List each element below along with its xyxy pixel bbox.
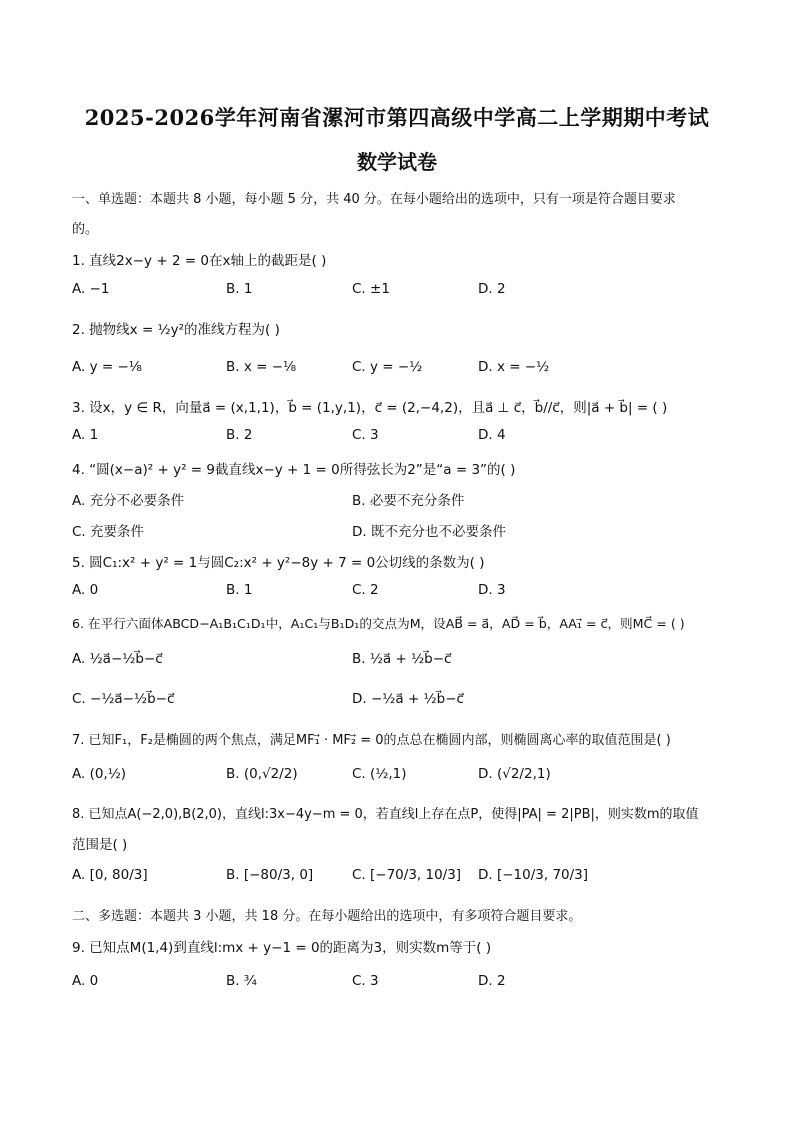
q8-option-b: B. [−80/3, 0] xyxy=(226,867,314,883)
q7-option-b: B. (0,√2/2) xyxy=(226,766,298,782)
q8-option-a: A. [0, 80/3] xyxy=(72,867,148,883)
q7-option-d: D. (√2/2,1) xyxy=(478,766,551,782)
q8-option-d: D. [−10/3, 70/3] xyxy=(478,867,589,883)
q6-stem: 6. 在平行六面体ABCD−A₁B₁C₁D₁中，A₁C₁与B₁D₁的交点为M，设AB⃗ = a⃗，AD⃗ = b⃗，AA₁⃗ = c⃗，则MC⃗ = ( ) xyxy=(72,616,685,631)
q5-option-a: A. 0 xyxy=(72,582,99,598)
q1-option-a: A. −1 xyxy=(72,281,110,297)
q1-option-d: D. 2 xyxy=(478,281,506,297)
q6-option-a: A. ½a⃗−½b⃗−c⃗ xyxy=(72,651,163,667)
q7-stem: 7. 已知F₁，F₂是椭圆的两个焦点，满足MF₁⃗ · MF₂⃗ = 0的点总在椭圆内部，则椭圆离心率的取值范围是( ) xyxy=(72,733,671,748)
q4-option-a: A. 充分不必要条件 xyxy=(72,493,185,509)
q5-option-c: C. 2 xyxy=(352,582,379,598)
section2-instructions: 二、多选题：本题共 3 小题，共 18 分。在每小题给出的选项中，有多项符合题目要求。 xyxy=(72,909,582,924)
q7-option-a: A. (0,½) xyxy=(72,766,127,782)
q9-stem: 9. 已知点M(1,4)到直线l:mx + y−1 = 0的距离为3，则实数m等于( ) xyxy=(72,940,492,956)
exam-title: 2025-2026学年河南省漯河市第四高级中学高二上学期期中考试 xyxy=(84,105,710,130)
section1-instructions: 一、单选题：本题共 8 小题，每小题 5 分，共 40 分。在每小题给出的选项中，只有一项是符合题目要求 xyxy=(72,192,676,207)
q3-option-c: C. 3 xyxy=(352,427,379,443)
q1-option-c: C. ±1 xyxy=(352,281,390,297)
q9-option-a: A. 0 xyxy=(72,973,99,989)
section1-instructions-cont: 的。 xyxy=(72,222,99,237)
q9-option-c: C. 3 xyxy=(352,973,379,989)
q9-option-b: B. ¾ xyxy=(226,973,257,989)
q3-option-d: D. 4 xyxy=(478,427,506,443)
q7-option-c: C. (½,1) xyxy=(352,766,407,782)
q4-option-b: B. 必要不充分条件 xyxy=(352,493,465,509)
q5-stem: 5. 圆C₁:x² + y² = 1与圆C₂:x² + y²−8y + 7 = 0公切线的条数为( ) xyxy=(72,555,485,571)
q6-option-c: C. −½a⃗−½b⃗−c⃗ xyxy=(72,691,175,707)
q1-option-b: B. 1 xyxy=(226,281,253,297)
q2-option-a: A. y = −⅛ xyxy=(72,359,142,375)
q3-stem: 3. 设x，y ∈ R，向量a⃗ = (x,1,1)，b⃗ = (1,y,1)，c⃗ = (2,−4,2)，且a⃗ ⊥ c⃗，b⃗//c⃗，则|a⃗ + b⃗| = ( ) xyxy=(72,400,668,416)
q9-option-d: D. 2 xyxy=(478,973,506,989)
q2-stem: 2. 抛物线x = ½y²的准线方程为( ) xyxy=(72,322,280,338)
q2-option-d: D. x = −½ xyxy=(478,359,550,375)
exam-subtitle: 数学试卷 xyxy=(357,150,437,174)
q4-stem: 4. “圆(x−a)² + y² = 9截直线x−y + 1 = 0所得弦长为2”是“a = 3”的( ) xyxy=(72,462,516,478)
q2-option-b: B. x = −⅛ xyxy=(226,359,297,375)
q3-option-a: A. 1 xyxy=(72,427,99,443)
q6-option-b: B. ½a⃗ + ½b⃗−c⃗ xyxy=(352,651,452,667)
q4-option-c: C. 充要条件 xyxy=(72,524,145,540)
q5-option-b: B. 1 xyxy=(226,582,253,598)
q2-option-c: C. y = −½ xyxy=(352,359,423,375)
q8-stem: 8. 已知点A(−2,0),B(2,0)，直线l:3x−4y−m = 0，若直线l上存在点P，使得|PA| = 2|PB|，则实数m的取值 xyxy=(72,807,699,822)
q8-option-c: C. [−70/3, 10/3] xyxy=(352,867,462,883)
q4-option-d: D. 既不充分也不必要条件 xyxy=(352,524,506,540)
q5-option-d: D. 3 xyxy=(478,582,506,598)
q8-stem-cont: 范围是( ) xyxy=(72,837,128,853)
q6-option-d: D. −½a⃗ + ½b⃗−c⃗ xyxy=(352,691,464,707)
q1-stem: 1. 直线2x−y + 2 = 0在x轴上的截距是( ) xyxy=(72,253,327,269)
q3-option-b: B. 2 xyxy=(226,427,253,443)
